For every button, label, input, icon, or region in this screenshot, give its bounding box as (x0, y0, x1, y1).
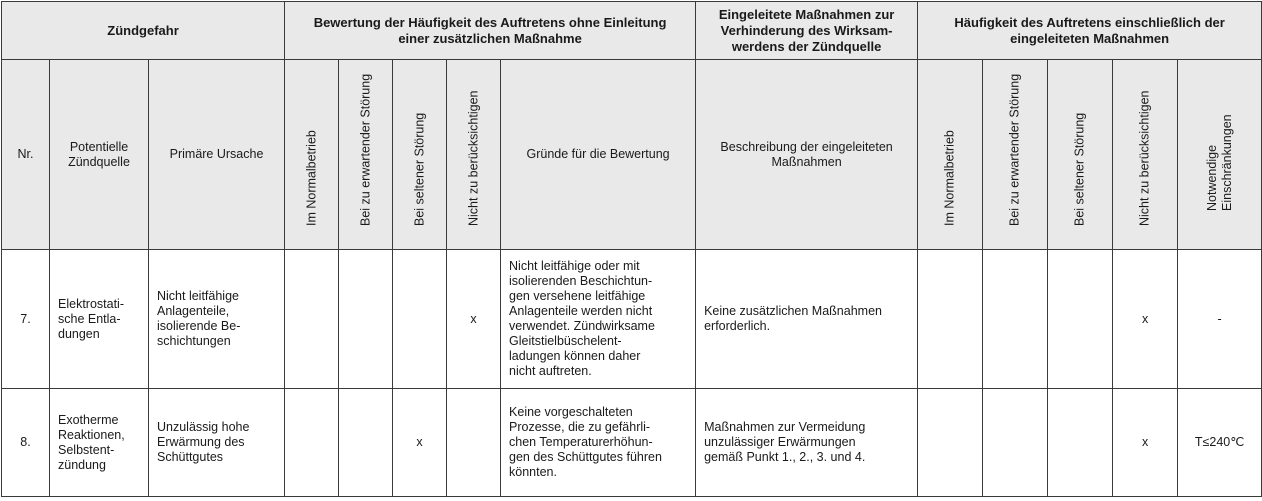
col-normalbetrieb-label: Im Normalbetrieb (304, 130, 319, 226)
row-erwartender-2 (983, 250, 1048, 389)
header-zuendgefahr: Zündgefahr (2, 2, 285, 60)
row-erwartender (339, 250, 393, 389)
col-normalbetrieb-2 (918, 60, 983, 250)
row-nr: 8. (2, 389, 50, 497)
row-seltener-2 (1048, 389, 1113, 497)
col-erwartender-stoerung-label: Bei zu erwartender Störung (358, 73, 373, 226)
row-normalbetrieb (285, 389, 339, 497)
col-erwartender-stoerung (339, 60, 393, 250)
col-seltener-stoerung-label: Bei seltener Störung (412, 112, 427, 226)
row-ursache: Nicht leitfähige Anlagenteile, isolierende Be- schichtungen (149, 250, 285, 389)
row-beschreibung: Maßnahmen zur Vermeidung unzulässiger Erwärmungen gemäß Punkt 1., 2., 3. und 4. (696, 389, 918, 497)
row-ursache: Unzulässig hohe Erwärmung des Schüttgutes (149, 389, 285, 497)
row-normalbetrieb-2 (918, 389, 983, 497)
table-row (2, 389, 1262, 497)
header-eingeleitete-massnahmen: Eingeleitete Maßnahmen zur Verhinderung des Wirksam- werdens der Zündquelle (696, 2, 918, 60)
col-beschreibung: Beschreibung der eingeleiteten Maßnahmen (696, 60, 918, 250)
row-normalbetrieb (285, 250, 339, 389)
col-seltener-stoerung-2-label: Bei seltener Störung (1072, 112, 1087, 226)
row-erwartender-2 (983, 389, 1048, 497)
row-nicht-beruecksichtigen: x (447, 250, 501, 389)
row-seltener (393, 250, 447, 389)
row-einschraenkungen: - (1178, 250, 1262, 389)
row-seltener-2 (1048, 250, 1113, 389)
col-seltener-stoerung (393, 60, 447, 250)
col-primaere-ursache: Primäre Ursache (149, 60, 285, 250)
ignition-hazard-table (1, 1, 1262, 497)
col-nicht-beruecksichtigen-2-label: Nicht zu berücksichtigen (1137, 90, 1152, 226)
header-row-columns (2, 60, 1262, 250)
row-seltener: x (393, 389, 447, 497)
col-notwendige-einschraenkungen-label: Notwendige Einschränkungen (1204, 114, 1234, 211)
row-nicht-beruecksichtigen (447, 389, 501, 497)
header-row-groups (2, 2, 1262, 60)
col-potentielle-zuendquelle: Potentielle Zündquelle (50, 60, 149, 250)
row-zuendquelle: Exotherme Reaktionen, Selbstent- zündung (50, 389, 149, 497)
row-zuendquelle: Elektrostati- sche Entla- dungen (50, 250, 149, 389)
col-nicht-beruecksichtigen (447, 60, 501, 250)
col-erwartender-stoerung-2-label: Bei zu erwartender Störung (1007, 73, 1022, 226)
row-gruende: Keine vorgeschalteten Prozesse, die zu gefährli- chen Temperaturerhöhun- gen des Schüttgutes führen könnten. (501, 389, 696, 497)
row-nicht-beruecksichtigen-2: x (1113, 250, 1178, 389)
col-notwendige-einschraenkungen (1178, 60, 1262, 250)
col-normalbetrieb (285, 60, 339, 250)
col-normalbetrieb-2-label: Im Normalbetrieb (942, 130, 957, 226)
row-nr: 7. (2, 250, 50, 389)
row-gruende: Nicht leitfähige oder mit isolierenden Beschichtun- gen versehene leitfähige Anlagenteile werden nicht verwendet. Zündwirksame Gleitstielbüschelent- ladungen können daher nicht auftreten. (501, 250, 696, 389)
col-gruende: Gründe für die Bewertung (501, 60, 696, 250)
header-bewertung-ohne: Bewertung der Häufigkeit des Auftretens ohne Einleitung einer zusätzlichen Maßnahme (285, 2, 696, 60)
col-erwartender-stoerung-2 (983, 60, 1048, 250)
row-nicht-beruecksichtigen-2: x (1113, 389, 1178, 497)
col-seltener-stoerung-2 (1048, 60, 1113, 250)
col-nicht-beruecksichtigen-2 (1113, 60, 1178, 250)
row-einschraenkungen: T≤240℃ (1178, 389, 1262, 497)
col-nr: Nr. (2, 60, 50, 250)
table-row (2, 250, 1262, 389)
row-normalbetrieb-2 (918, 250, 983, 389)
col-nicht-beruecksichtigen-label: Nicht zu berücksichtigen (466, 90, 481, 226)
header-haeufigkeit-mit: Häufigkeit des Auftretens einschließlich der eingeleiteten Maßnahmen (918, 2, 1262, 60)
row-beschreibung: Keine zusätzlichen Maßnahmen erforderlich. (696, 250, 918, 389)
row-erwartender (339, 389, 393, 497)
